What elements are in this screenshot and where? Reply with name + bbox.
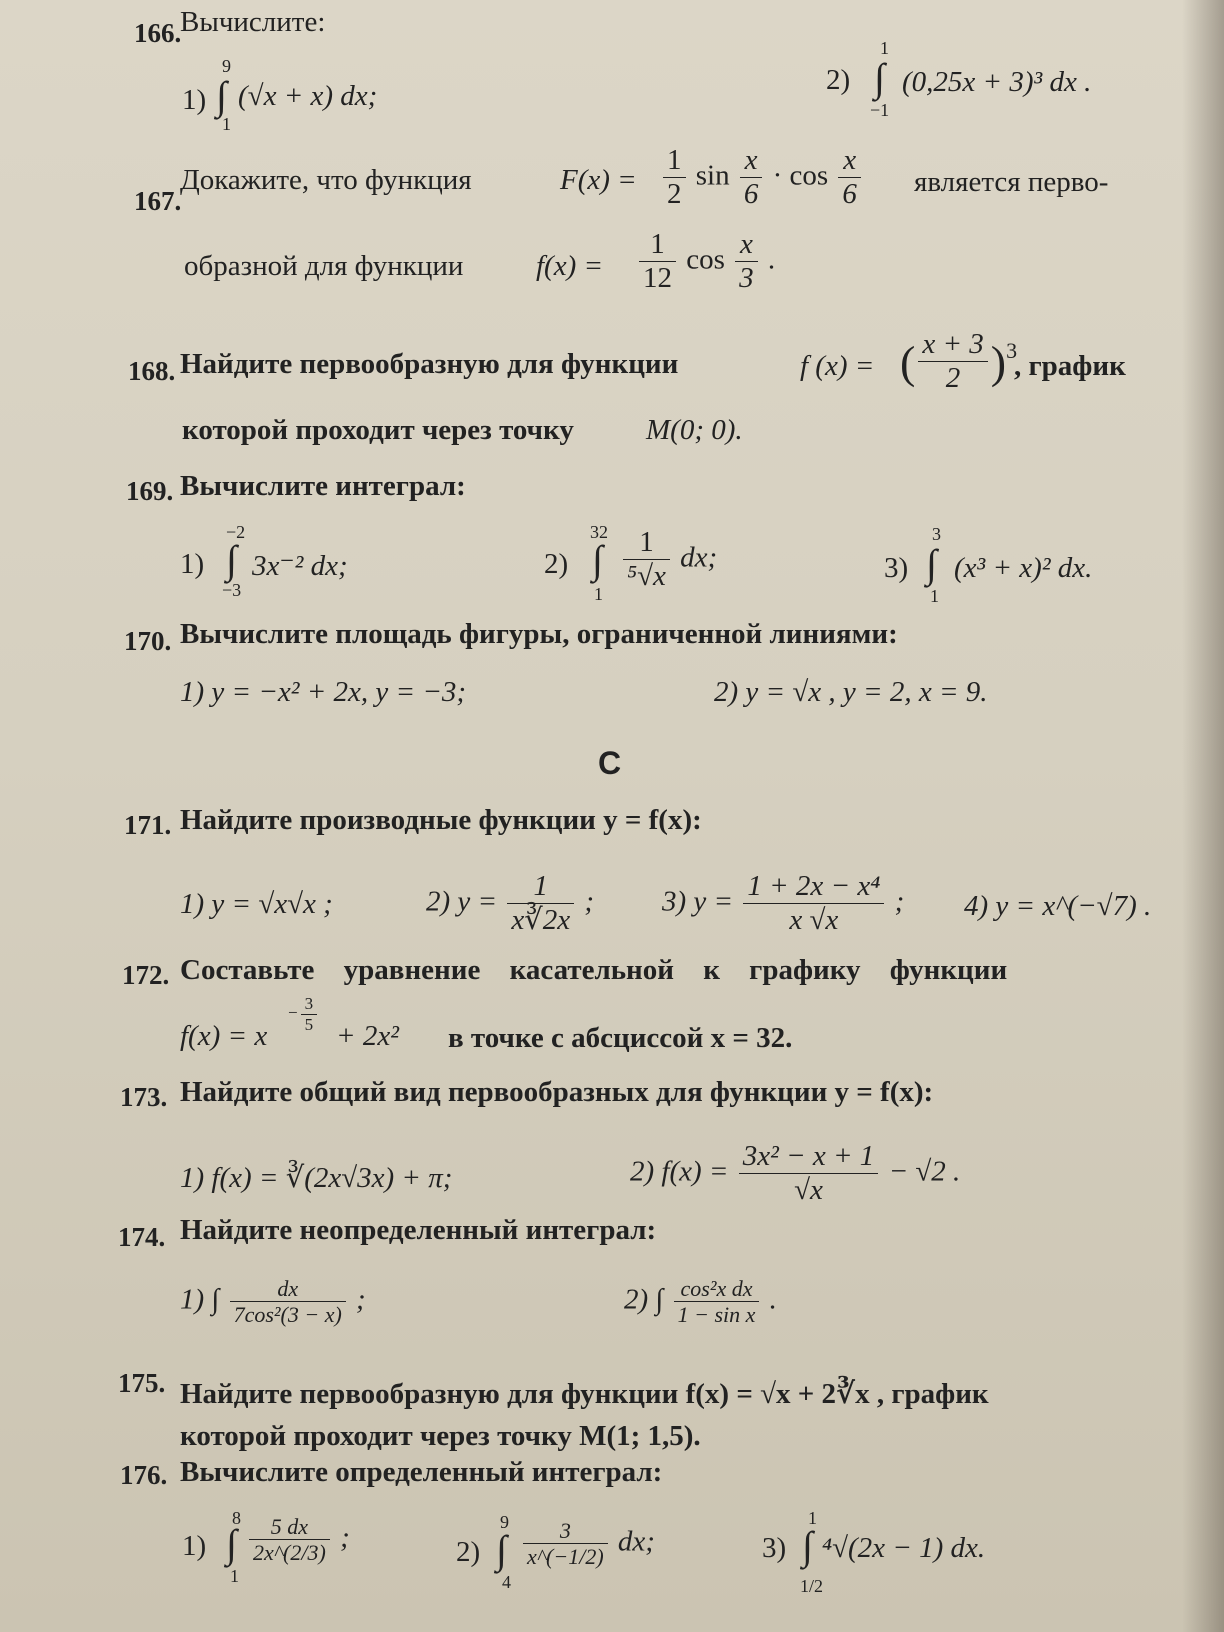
frac-num: 1 xyxy=(639,228,676,262)
problem-text: Найдите первообразную для функции f(x) = √x + 2∛x , график xyxy=(180,1378,989,1410)
integral-prefix: 1) ∫ xyxy=(180,1283,220,1316)
equation: 1) y = −x² + 2x, y = −3; xyxy=(180,676,467,708)
frac-num: 3 xyxy=(523,1518,608,1544)
exp-sign: − xyxy=(288,1002,298,1022)
integrand: dx; xyxy=(680,541,718,574)
problem-text: Найдите первообразную для функции xyxy=(180,348,679,380)
frac-den: 6 xyxy=(842,178,857,211)
frac-den: 12 xyxy=(643,262,672,295)
integral-sign: ∫ xyxy=(226,1521,237,1566)
equation-lhs: 3) y = xyxy=(662,885,734,918)
problem-number: 171. xyxy=(124,810,172,840)
problem-text: Найдите производные функции y = f(x): xyxy=(180,804,702,836)
end-punct: ; xyxy=(584,885,595,918)
problem-number: 169. xyxy=(126,476,174,506)
frac-den: 2 xyxy=(945,362,961,395)
formula-rhs: + 2x² xyxy=(336,1020,399,1052)
lower-limit: 1/2 xyxy=(800,1576,824,1596)
problem-text: которой проходит через точку M(1; 1,5). xyxy=(180,1420,701,1452)
frac-num: 1 xyxy=(623,526,670,560)
frac-num: x xyxy=(838,144,861,178)
frac-den: √x xyxy=(794,1174,823,1207)
textbook-page: 166. Вычислите: 1) 9 ∫ 1 (√x + x) dx; 2) 1 ∫ −1 (0,25x + 3)³ dx . 167. Докажите, что функция F(x) = $\frac{1}{2}$ sin $\frac{x}{6}$ · cos $\frac{x}{6}$ является перво- образной для функции f(x) = $\frac{1}{12}$ cos $\frac{x}{3}$ . 168. Найдите первообразную для функции f (x) = ( $\frac{x + 3}{2}$ )$^3$ , график которой проходит через точку M(0; 0). 169. Вычислите интеграл: 1) −2 ∫ −3 3x⁻² dx; 2) 32 ∫ 1 $\frac{1}{\text{⁵√x}}$ dx; 3) 3 ∫ 1 (x³ + x)² dx. 170. Вычислите площадь фигуры, ограниченной линиями: 1) y = −x² + 2x, y = −3; 2) y = √x , y = 2, x = 9. C 171. Найдите производные функции y = f(x): 1) y = √x√x ; 2) y = $\frac{1}{x∛2x}$ ; 3) y = $\frac{\text{1 + 2x − x⁴}}{x √x}$ ; 4) y = x^(−√7) . 172. Составьте уравнение касательной к графику функции f(x) = x − $\frac{3}{5}$ + 2x² в точке с абсциссой x = 32. 173. Найдите общий вид первообразных для функции y = f(x): 1) f(x) = ∛(2x√3x) + π; 2) f(x) = $\frac{\text{3x² − x + 1}}{√x}$ − √2 . 174. Найдите неопределенный интеграл: 1) ∫ $\frac{dx}{\text{7cos²(3 − x)}}$ ; 2) ∫ $\frac{\text{cos²x dx}}{\text{1 − sin x}}$ . 175. Найдите первообразную для функции f(x) = √x + 2∛x , график которой проходит через точку M(1; 1,5). 176. Вычислите определенный интеграл: 1) 8 ∫ 1 $\frac{5 dx}{2x\^{}(2/3)}$ ; 2) 9 ∫ 4 $\frac{3}{x\^{}(-1/2)}$ dx; 3) 1 ∫ 1/2 ⁴√(2x − 1) dx. xyxy=(0,0,1224,1632)
end-punct: ; xyxy=(894,885,905,918)
integral-sign: ∫ xyxy=(926,541,937,586)
problem-text: Составьте уравнение касательной к графику функции xyxy=(180,954,1008,986)
problem-number: 176. xyxy=(120,1460,168,1490)
frac-den: x∛2x xyxy=(511,904,571,937)
formula-lhs: f (x) = xyxy=(800,350,875,382)
frac-den: x^(−1/2) xyxy=(527,1544,604,1570)
equation-lhs: 2) y = xyxy=(426,885,498,918)
problem-text: является перво- xyxy=(914,166,1109,198)
section-label: C xyxy=(598,745,622,781)
frac-num: x + 3 xyxy=(918,328,987,362)
lower-limit: −1 xyxy=(870,100,890,120)
integrand: 3x⁻² dx; xyxy=(252,550,348,582)
lower-limit: 4 xyxy=(502,1572,511,1592)
frac-num: 3x² − x + 1 xyxy=(739,1140,879,1174)
problem-text: которой проходит через точку xyxy=(182,414,574,446)
item-index: 1) xyxy=(182,84,207,116)
equation-lhs: 2) f(x) = xyxy=(630,1155,729,1188)
integral-sign: ∫ xyxy=(802,1523,813,1568)
upper-limit: 1 xyxy=(880,38,889,58)
integrand: (0,25x + 3)³ dx . xyxy=(902,66,1092,98)
problem-number: 172. xyxy=(122,960,170,990)
equation-rhs: − √2 . xyxy=(888,1155,961,1188)
frac-num: 1 xyxy=(663,144,686,178)
upper-limit: 32 xyxy=(590,522,608,542)
item-index: 1) xyxy=(182,1530,207,1562)
problem-number: 173. xyxy=(120,1082,168,1112)
exp-num: 3 xyxy=(301,994,318,1015)
problem-number: 167. xyxy=(134,186,182,216)
problem-text: Найдите неопределенный интеграл: xyxy=(180,1214,657,1246)
frac-den: 1 − sin x xyxy=(677,1302,756,1328)
integrand: (√x + x) dx; xyxy=(238,80,378,112)
frac-den: 3 xyxy=(739,262,754,295)
equation: 1) f(x) = ∛(2x√3x) + π; xyxy=(180,1162,453,1194)
integral-sign: ∫ xyxy=(496,1527,507,1572)
problem-text: образной для функции xyxy=(184,250,464,282)
problem-number: 166. xyxy=(134,18,182,48)
frac-den: 2x^(2/3) xyxy=(253,1540,326,1566)
end-punct: . xyxy=(769,1283,777,1316)
problem-number: 175. xyxy=(118,1368,166,1398)
item-index: 1) xyxy=(180,548,205,580)
problem-text: Вычислите: xyxy=(180,6,326,38)
cos-label: cos xyxy=(686,243,725,276)
lower-limit: 1 xyxy=(230,1566,239,1586)
frac-num: cos²x dx xyxy=(674,1276,760,1302)
upper-limit: 1 xyxy=(808,1508,817,1528)
formula-lhs: F(x) = xyxy=(560,164,637,196)
item-index: 3) xyxy=(884,552,909,584)
integral-sign: ∫ xyxy=(226,537,237,582)
integrand: dx; xyxy=(617,1525,655,1558)
point-label: M(0; 0). xyxy=(646,414,743,446)
problem-text: Докажите, что функция xyxy=(180,164,472,196)
problem-text: в точке с абсциссой x = 32. xyxy=(448,1022,793,1054)
frac-den: ⁵√x xyxy=(627,560,666,593)
integral-sign: ∫ xyxy=(874,55,885,100)
upper-limit: 9 xyxy=(222,56,231,76)
problem-text: Вычислите интеграл: xyxy=(180,470,466,502)
item-index: 3) xyxy=(762,1532,787,1564)
sin-label: sin xyxy=(695,159,730,192)
problem-text: Вычислите площадь фигуры, ограниченной линиями: xyxy=(180,618,898,650)
problem-number: 168. xyxy=(128,356,176,386)
problem-number: 174. xyxy=(118,1222,166,1252)
problem-text: Вычислите определенный интеграл: xyxy=(180,1456,663,1488)
end-punct: . xyxy=(767,243,776,276)
item-index: 2) xyxy=(456,1536,481,1568)
power: 3 xyxy=(1006,337,1018,363)
exp-den: 5 xyxy=(304,1014,314,1034)
upper-limit: −2 xyxy=(226,522,246,542)
frac-den: x √x xyxy=(789,904,839,937)
integral-sign: ∫ xyxy=(592,537,603,582)
equation: 2) y = √x , y = 2, x = 9. xyxy=(714,676,988,708)
upper-limit: 9 xyxy=(500,1512,509,1532)
lower-limit: 1 xyxy=(222,114,231,134)
integral-prefix: 2) ∫ xyxy=(624,1283,664,1316)
upper-limit: 8 xyxy=(232,1508,241,1528)
lower-limit: −3 xyxy=(222,580,242,600)
problem-text: Найдите общий вид первообразных для функции y = f(x): xyxy=(180,1076,934,1108)
integrand: ⁴√(2x − 1) dx. xyxy=(822,1532,986,1564)
problem-number: 170. xyxy=(124,626,172,656)
frac-den: 6 xyxy=(743,178,759,211)
end-punct: ; xyxy=(340,1521,350,1554)
item-index: 2) xyxy=(544,548,569,580)
frac-num: 5 dx xyxy=(249,1514,330,1540)
formula-lhs: f(x) = xyxy=(536,250,604,282)
frac-num: 1 xyxy=(507,870,574,904)
upper-limit: 3 xyxy=(932,524,941,544)
equation: 1) y = √x√x ; xyxy=(180,888,333,920)
end-punct: ; xyxy=(356,1283,366,1316)
equation: 4) y = x^(−√7) . xyxy=(964,890,1152,922)
frac-den: 2 xyxy=(667,178,682,211)
integrand: (x³ + x)² dx. xyxy=(954,552,1093,584)
item-index: 2) xyxy=(826,64,851,96)
frac-den: 7cos²(3 − x) xyxy=(233,1302,342,1328)
lower-limit: 1 xyxy=(930,586,939,606)
frac-num: dx xyxy=(230,1276,346,1302)
integral-sign: ∫ xyxy=(216,73,227,118)
cos-label: · cos xyxy=(772,159,829,192)
frac-num: 1 + 2x − x⁴ xyxy=(743,870,884,904)
page-spine-shadow xyxy=(1182,0,1224,1632)
frac-num: x xyxy=(735,228,758,262)
lower-limit: 1 xyxy=(594,584,603,604)
formula-lhs: f(x) = x xyxy=(180,1020,268,1052)
frac-num: x xyxy=(740,144,763,178)
problem-text: , график xyxy=(1014,350,1126,382)
